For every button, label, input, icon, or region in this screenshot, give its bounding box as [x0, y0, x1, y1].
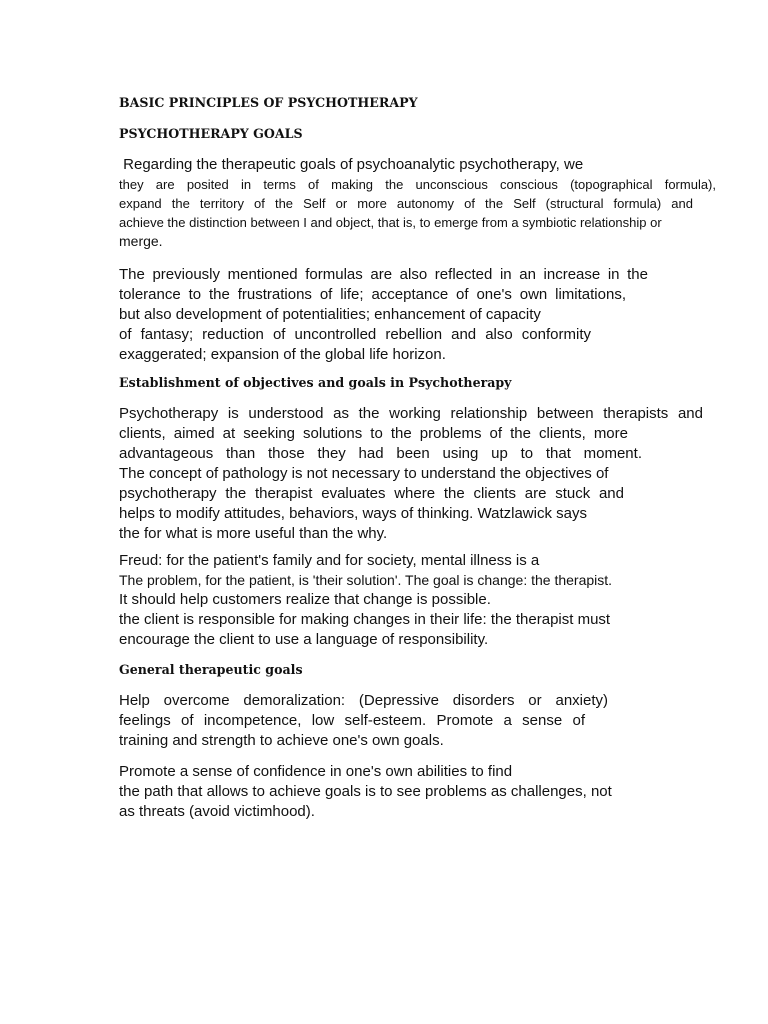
paragraph-line: exaggerated; expansion of the global life horizon.	[119, 346, 446, 363]
paragraph-line: Regarding the therapeutic goals of psychoanalytic psychotherapy, we	[119, 156, 584, 173]
paragraph-line: It should help customers realize that change is possible.	[119, 591, 491, 608]
paragraph-freud	[119, 551, 703, 650]
paragraph-line: the for what is more useful than the why.	[119, 525, 388, 542]
paragraph-working-relationship	[119, 404, 703, 544]
paragraph-formulas	[119, 265, 703, 365]
paragraph-line: Psychotherapy is understood as the working relationship between therapists and	[119, 405, 703, 422]
paragraph-line: advantageous than those they had been using up to that moment.	[119, 445, 642, 462]
section-heading-goals: PSYCHOTHERAPY GOALS	[119, 126, 303, 141]
document-title: BASIC PRINCIPLES OF PSYCHOTHERAPY	[119, 95, 418, 110]
paragraph-line: Help overcome demoralization: (Depressive disorders or anxiety)	[119, 692, 608, 709]
paragraph-line: The problem, for the patient, is 'their solution'. The goal is change: the therapist.	[119, 572, 613, 588]
paragraph-line: the path that allows to achieve goals is to see problems as challenges, not	[119, 783, 612, 800]
paragraph-line: clients, aimed at seeking solutions to the problems of the clients, more	[119, 425, 628, 442]
section-heading-general-goals: General therapeutic goals	[119, 662, 303, 677]
paragraph-line: they are posited in terms of making the unconscious conscious (topographical formula),	[119, 177, 716, 192]
section-heading-objectives: Establishment of objectives and goals in Psychotherapy	[119, 375, 512, 390]
paragraph-line: the client is responsible for making changes in their life: the therapist must	[119, 611, 611, 628]
paragraph-line: helps to modify attitudes, behaviors, ways of thinking. Watzlawick says	[119, 505, 587, 522]
paragraph-line: achieve the distinction between I and object, that is, to emerge from a symbiotic relationship or	[119, 215, 662, 230]
paragraph-demoralization	[119, 691, 703, 751]
paragraph-line: The previously mentioned formulas are also reflected in an increase in the	[119, 266, 648, 283]
paragraph-line: training and strength to achieve one's own goals.	[119, 732, 444, 749]
paragraph-line: Promote a sense of confidence in one's own abilities to find	[119, 763, 513, 780]
paragraph-line: expand the territory of the Self or more autonomy of the Self (structural formula) and	[119, 196, 693, 211]
paragraph-line: Freud: for the patient's family and for society, mental illness is a	[119, 552, 540, 569]
paragraph-line: as threats (avoid victimhood).	[119, 803, 315, 820]
paragraph-line: encourage the client to use a language of responsibility.	[119, 631, 489, 648]
paragraph-line: tolerance to the frustrations of life; acceptance of one's own limitations,	[119, 286, 626, 303]
paragraph-confidence	[119, 762, 703, 822]
paragraph-line: psychotherapy the therapist evaluates where the clients are stuck and	[119, 485, 624, 502]
paragraph-line: feelings of incompetence, low self-esteem. Promote a sense of	[119, 712, 585, 729]
paragraph-therapeutic-goals	[119, 155, 716, 251]
paragraph-line: The concept of pathology is not necessary to understand the objectives of	[119, 465, 609, 482]
paragraph-line: of fantasy; reduction of uncontrolled rebellion and also conformity	[119, 326, 591, 343]
paragraph-line: merge.	[119, 233, 163, 249]
paragraph-line: but also development of potentialities; enhancement of capacity	[119, 306, 541, 323]
